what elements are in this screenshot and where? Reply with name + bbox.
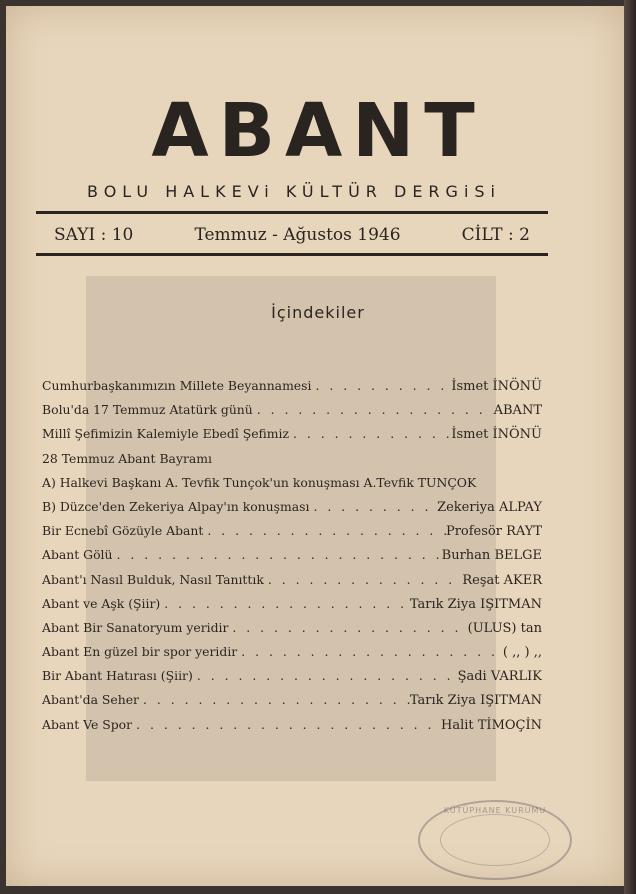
toc-entry — [42, 664, 542, 688]
toc-entry-author: Zekeriya ALPAY — [437, 499, 542, 515]
toc-entry — [42, 422, 542, 446]
issue-info-row — [36, 222, 548, 248]
toc-entry-title: Abant Bir Sanatoryum yeridir — [42, 619, 229, 635]
toc-entry — [42, 374, 542, 398]
toc-entry-title: Abant'ı Nasıl Bulduk, Nasıl Tanıttık — [42, 571, 264, 587]
toc-entry-title: B) Düzce'den Zekeriya Alpay'ın konuşması — [42, 498, 310, 514]
toc-entry — [42, 688, 542, 712]
magazine-title: ABANT — [151, 88, 485, 174]
toc-entry-title: Bir Abant Hatırası (Şiir) — [42, 668, 193, 684]
toc-entry-author: Şadi VARLIK — [457, 669, 542, 685]
top-rule — [36, 211, 548, 214]
issue-number: SAYI : 10 — [54, 225, 134, 245]
toc-entry — [42, 640, 542, 664]
table-of-contents — [42, 374, 542, 737]
bottom-rule — [36, 253, 548, 256]
toc-entry — [42, 543, 542, 567]
issue-date: Temmuz - Ağustos 1946 — [194, 225, 401, 245]
magazine-subtitle: BOLU HALKEVi KÜLTÜR DERGiSi — [87, 182, 501, 201]
toc-entry — [42, 447, 542, 471]
toc-entry-author: Reşat AKER — [462, 572, 542, 588]
toc-entry-author: İsmet İNÖNÜ — [451, 427, 542, 443]
toc-entry-title: Abant'da Seher — [42, 692, 139, 708]
toc-entry-title: Abant Ve Spor — [42, 716, 133, 732]
toc-entry — [42, 471, 542, 495]
toc-entry-title: Abant En güzel bir spor yeridir — [42, 644, 238, 660]
toc-entry-author: ABANT — [493, 403, 542, 419]
toc-heading: İçindekiler — [271, 303, 365, 322]
toc-entry-author: Profesör RAYT — [445, 524, 542, 540]
toc-entry-title: Abant Gölü — [42, 547, 113, 563]
toc-entry-author: Tarık Ziya IŞITMAN — [409, 693, 542, 709]
toc-entry — [42, 713, 542, 737]
library-stamp — [418, 800, 572, 880]
toc-entry-title: Abant ve Aşk (Şiir) — [42, 595, 161, 611]
toc-entry-title: Cumhurbaşkanımızın Millete Beyannamesi — [42, 378, 312, 393]
toc-entry — [42, 592, 542, 616]
toc-entry-title: Millî Şefimizin Kalemiyle Ebedî Şefimiz — [42, 426, 290, 442]
library-stamp-inner-ring — [440, 814, 550, 866]
toc-entry-title: Bolu'da 17 Temmuz Atatürk günü — [42, 402, 253, 418]
toc-entry — [42, 616, 542, 640]
toc-entry-title: 28 Temmuz Abant Bayramı — [42, 450, 212, 466]
toc-entry — [42, 398, 542, 422]
toc-entry-author: Tarık Ziya IŞITMAN — [409, 596, 542, 612]
toc-entry — [42, 519, 542, 543]
toc-entry-title: A) Halkevi Başkanı A. Tevfik Tunçok'un konuşması A.Tevfik TUNÇOK — [42, 474, 477, 490]
library-stamp-text: KÜTÜPHANE KURUMU — [443, 806, 547, 815]
issue-volume: CİLT : 2 — [461, 225, 530, 245]
toc-entry — [42, 495, 542, 519]
toc-entry-author: İsmet İNÖNÜ — [451, 379, 542, 394]
toc-entry — [42, 568, 542, 592]
toc-entry-author: Halit TİMOÇİN — [441, 717, 542, 733]
toc-entry-author: Burhan BELGE — [441, 548, 542, 564]
toc-entry-title: Bir Ecnebî Gözüyle Abant — [42, 523, 204, 539]
toc-entry-author: ( ,, ) ,, — [502, 645, 542, 661]
toc-entry-author: (ULUS) tan — [467, 620, 542, 636]
